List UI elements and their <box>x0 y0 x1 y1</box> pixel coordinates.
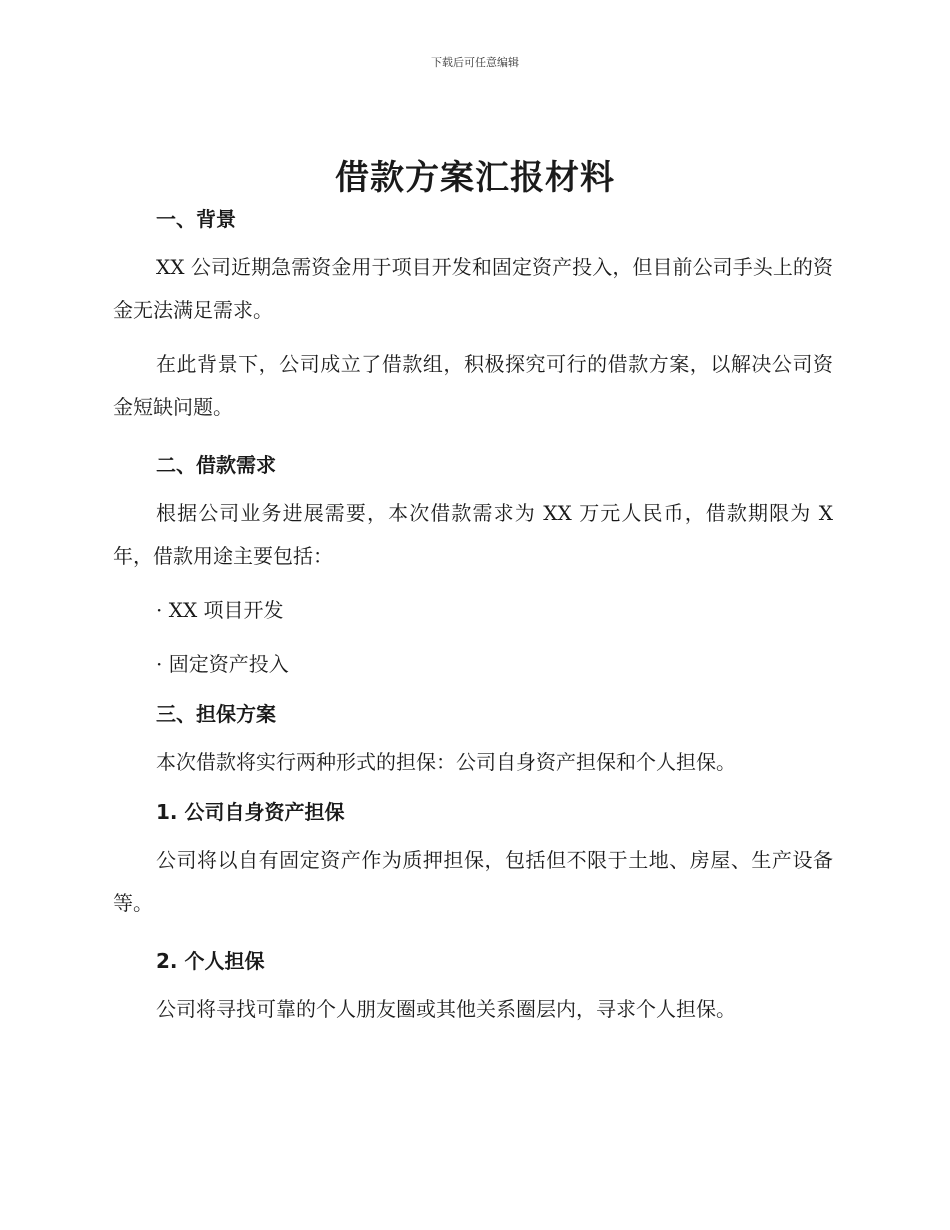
subsection-heading-personal: 2. 个人担保 <box>156 949 265 973</box>
document-body <box>113 203 833 1031</box>
list-item: · XX 项目开发 <box>156 598 284 622</box>
paragraph: 根据公司业务进展需要，本次借款需求为 XX 万元人民币，借款期限为 X 年，借款用途主要包括： <box>113 501 833 568</box>
paragraph: 公司将寻找可靠的个人朋友圈或其他关系圈层内，寻求个人担保。 <box>156 997 736 1021</box>
section-heading-demand: 二、借款需求 <box>156 453 276 477</box>
paragraph: 在此背景下，公司成立了借款组，积极探究可行的借款方案，以解决公司资金短缺问题。 <box>113 352 833 419</box>
document-title: 借款方案汇报材料 <box>335 158 615 198</box>
section-heading-background: 一、背景 <box>156 207 236 231</box>
section-heading-guarantee: 三、担保方案 <box>156 702 276 726</box>
paragraph: XX 公司近期急需资金用于项目开发和固定资产投入，但目前公司手头上的资金无法满足需求。 <box>113 255 833 322</box>
paragraph: 本次借款将实行两种形式的担保：公司自身资产担保和个人担保。 <box>156 750 736 774</box>
paragraph: 公司将以自有固定资产作为质押担保，包括但不限于土地、房屋、生产设备等。 <box>113 848 833 915</box>
header-note: 下载后可任意编辑 <box>431 56 519 69</box>
list-item: · 固定资产投入 <box>156 652 289 676</box>
subsection-heading-company-assets: 1. 公司自身资产担保 <box>156 800 345 824</box>
